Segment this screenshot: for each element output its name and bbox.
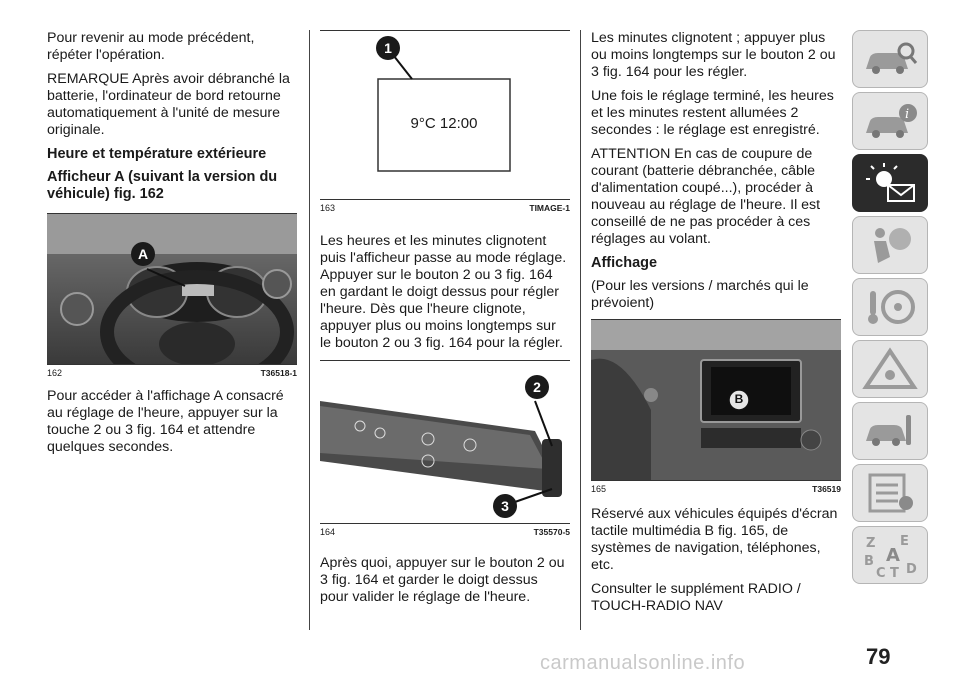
tab-specifications[interactable]	[852, 464, 928, 522]
figure-number: 163	[320, 203, 336, 213]
svg-text:D: D	[906, 562, 917, 577]
paragraph: (Pour les versions / marchés qui le prévoient)	[591, 278, 809, 311]
figure-number: 165	[591, 484, 607, 494]
svg-text:i: i	[905, 107, 910, 122]
section-heading: Heure et température extérieure	[47, 146, 267, 162]
watermark: carmanualsonline.info	[540, 652, 746, 674]
figure-164	[320, 360, 570, 539]
paragraph: Pour accéder à l'affichage A consacré au réglage de l'heure, appuyer sur la touche 2 ou 3 fig. 164 et attendre quelques secondes.	[47, 388, 284, 455]
section-heading: Affichage	[591, 255, 658, 271]
paragraph: Les heures et les minutes clignotent puis l'afficheur passe au mode réglage. Appuyer sur le bouton 2 ou 3 fig. 164 en gardant le doigt dessus pour régler l'heure. Dès que l'heure clignote, appuyer plus ou moins longtemps sur le bouton 2 ou 3 fig. 164 pour la régler.	[320, 233, 567, 351]
figure-caption	[47, 364, 297, 380]
figure-code: T36519	[812, 484, 841, 494]
tab-key-steering[interactable]	[852, 278, 928, 336]
figure-code: TIMAGE-1	[529, 203, 570, 213]
tab-warning-triangle[interactable]	[852, 340, 928, 398]
figure-caption	[320, 199, 570, 215]
svg-text:A: A	[886, 545, 900, 566]
tab-car-service[interactable]	[852, 402, 928, 460]
figure-code: T35570-5	[533, 527, 570, 537]
car-info-icon	[862, 101, 918, 141]
warning-paragraph: ATTENTION En cas de coupure de courant (batterie débranchée, câble d'alimentation coupé...), procéder à nouveau au réglage de l'heure. Il est conseillé de ne pas procéder à ces réglages au volant.	[591, 146, 821, 247]
paragraph: Réservé aux véhicules équipés d'écran tactile multimédia B fig. 165, de systèmes de navigation, téléphones, etc.	[591, 506, 838, 573]
figure-165	[591, 319, 841, 496]
column-1	[47, 30, 297, 463]
svg-text:B: B	[864, 554, 874, 569]
svg-text:Z: Z	[866, 536, 876, 551]
column-2	[320, 30, 570, 613]
column-separator	[580, 30, 581, 630]
tab-car-search[interactable]	[852, 30, 928, 88]
tab-car-info[interactable]	[852, 92, 928, 150]
column-separator	[309, 30, 310, 630]
figure-label-b: B	[734, 392, 744, 406]
chapter-tabs	[852, 30, 928, 588]
alphabetical-index-icon	[860, 531, 920, 579]
figure-caption	[591, 480, 841, 496]
tab-warning-lights[interactable]	[852, 154, 928, 212]
figure-label-3: 3	[501, 498, 509, 514]
car-service-icon	[862, 409, 918, 453]
warning-triangle-icon	[862, 347, 918, 391]
figure-label-2: 2	[533, 379, 541, 395]
paragraph: Une fois le réglage terminé, les heures et les minutes restent allumées 2 secondes : le réglage est enregistré.	[591, 88, 834, 138]
svg-text:C: C	[876, 566, 886, 579]
subsection-heading: Afficheur A (suivant la version du véhicule) fig. 162	[47, 169, 278, 202]
display-illustration	[320, 31, 570, 199]
figure-caption	[320, 523, 570, 539]
figure-code: T36518-1	[260, 368, 297, 378]
warning-lights-icon	[862, 161, 918, 205]
figure-163	[320, 30, 570, 215]
figure-label-1: 1	[384, 40, 392, 56]
paragraph: Les minutes clignotent ; appuyer plus ou moins longtemps sur le bouton 2 ou 3 fig. 164 pour les régler.	[591, 30, 836, 80]
paragraph: Pour revenir au mode précédent, répéter l'opération.	[47, 30, 255, 63]
tab-airbag-safety[interactable]	[852, 216, 928, 274]
airbag-safety-icon	[862, 223, 918, 267]
paragraph: Après quoi, appuyer sur le bouton 2 ou 3 fig. 164 et garder le doigt dessus pour valider le réglage de l'heure.	[320, 555, 565, 605]
page-number: 79	[866, 644, 891, 669]
figure-number: 164	[320, 527, 336, 537]
key-steering-wheel-icon	[862, 285, 918, 329]
column-3	[591, 30, 841, 622]
figure-number: 162	[47, 368, 63, 378]
figure-label-a: A	[137, 246, 149, 262]
svg-text:T: T	[890, 566, 899, 579]
car-search-icon	[862, 39, 918, 79]
dashboard-photo	[47, 214, 297, 364]
specifications-list-icon	[862, 471, 918, 515]
multimedia-screen-photo	[591, 320, 841, 480]
svg-text:E: E	[900, 534, 909, 549]
note-paragraph: REMARQUE Après avoir débranché la batterie, l'ordinateur de bord retourne automatiquement à l'unité de mesure originale.	[47, 71, 290, 138]
stalk-illustration	[320, 361, 570, 523]
display-readout: 9°C 12:00	[410, 115, 478, 132]
paragraph: Consulter le supplément RADIO / TOUCH-RADIO NAV	[591, 581, 801, 614]
figure-162	[47, 213, 297, 380]
tab-alphabetical-index[interactable]	[852, 526, 928, 584]
